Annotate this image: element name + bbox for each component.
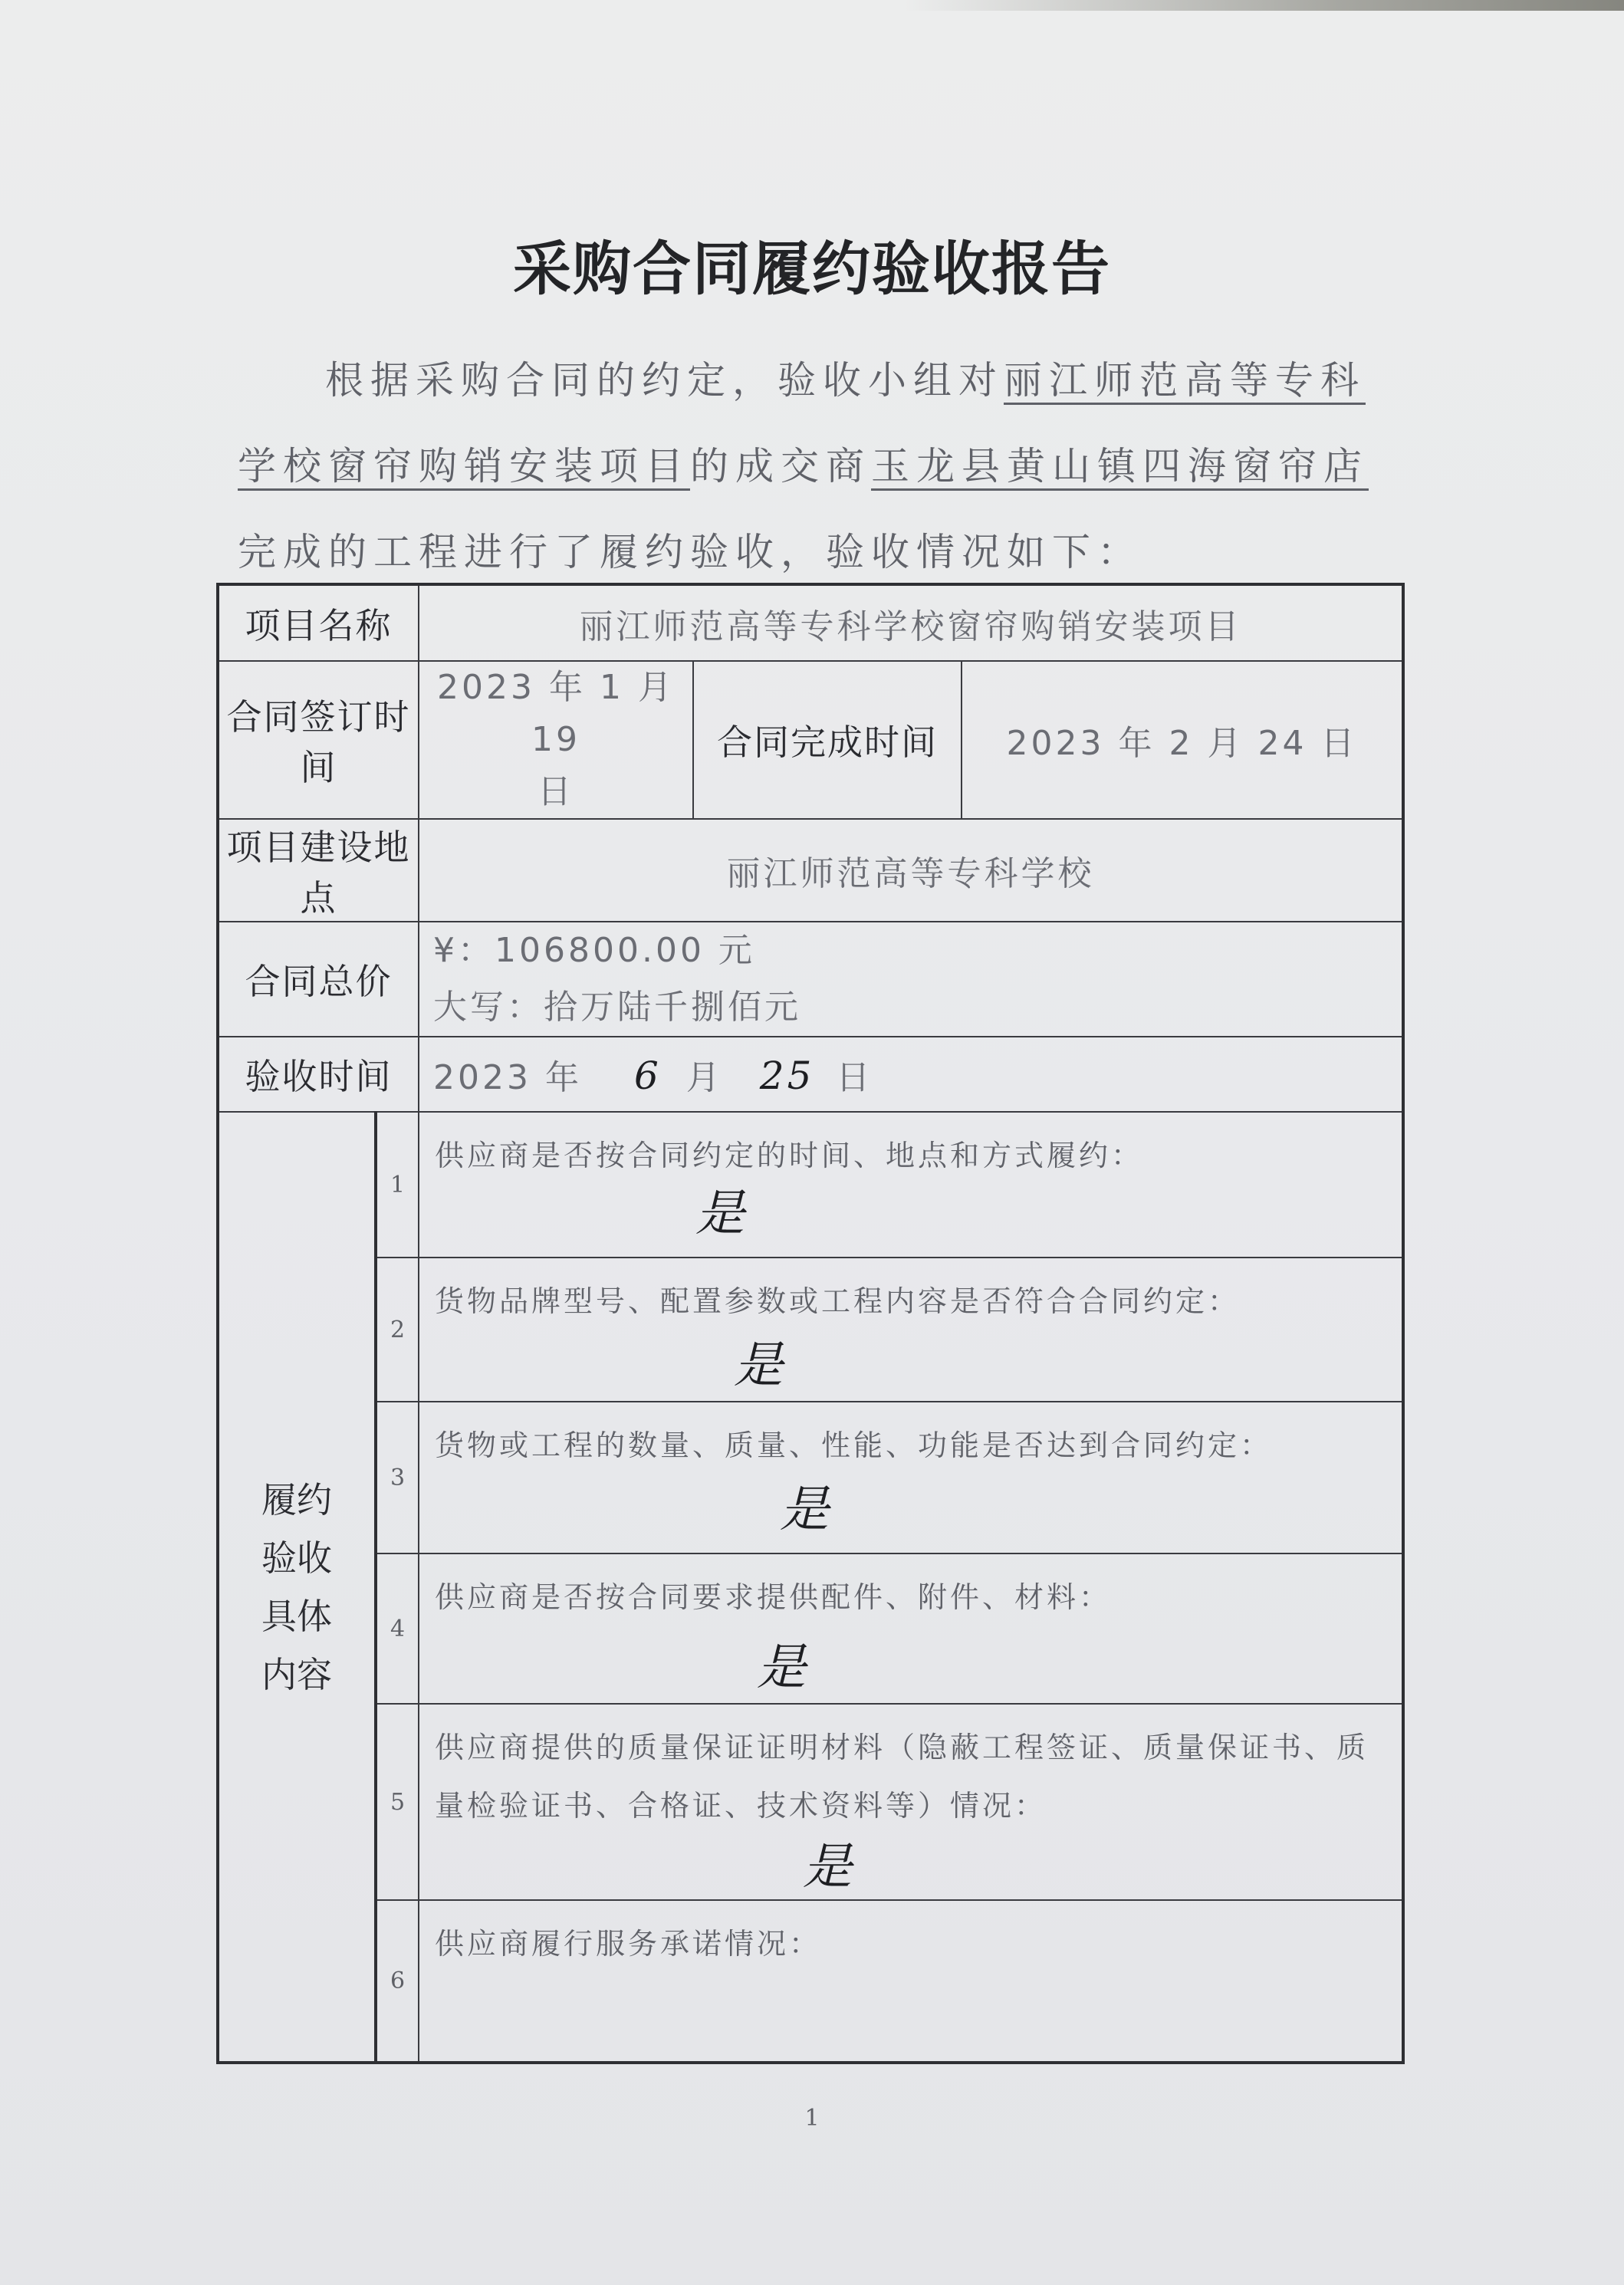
project-name-value: 丽江师范高等专科学校窗帘购销安装项目 — [419, 584, 1403, 661]
item-number: 3 — [376, 1402, 419, 1553]
sign-date-label: 合同签订时间 — [218, 661, 419, 819]
section-label-line: 履约 — [261, 1478, 332, 1521]
row-contract-dates — [218, 661, 1403, 819]
item-cell — [419, 1704, 1403, 1900]
intro-supplier-name: 玉龙县黄山镇四海窗帘店 — [871, 444, 1369, 488]
section-label — [218, 1112, 376, 2063]
item-row — [218, 1704, 1403, 1900]
site-value: 丽江师范高等专科学校 — [419, 819, 1403, 922]
price-value — [419, 922, 1403, 1037]
intro-paragraph — [238, 337, 1388, 595]
sign-date-line-2: 日 — [537, 772, 574, 811]
accept-month-handwritten: 6 — [633, 1054, 662, 1098]
row-price — [218, 922, 1403, 1037]
row-project-name — [218, 584, 1403, 661]
page-number: 1 — [804, 2105, 820, 2132]
scan-shadow — [905, 0, 1624, 11]
intro-project-name: 丽江师范高等专科学校窗帘购销安装项目 — [238, 358, 1366, 488]
project-name-label: 项目名称 — [218, 584, 419, 661]
item-answer-handwritten: 是 — [803, 1839, 852, 1895]
item-cell — [419, 1553, 1403, 1704]
finish-date-value: 2023 年 2 月 24 日 — [962, 661, 1403, 819]
row-accept-date — [218, 1037, 1403, 1112]
price-numeric: ¥：106800.00 元 — [433, 931, 755, 970]
accept-day-handwritten: 25 — [759, 1054, 815, 1098]
item-row — [218, 1112, 1403, 1258]
site-label: 项目建设地点 — [218, 819, 419, 922]
finish-date-label: 合同完成时间 — [693, 661, 962, 819]
item-answer-handwritten: 是 — [780, 1481, 829, 1538]
accept-month-unit: 月 — [685, 1058, 723, 1097]
item-number: 4 — [376, 1553, 419, 1704]
acceptance-table — [216, 583, 1405, 2064]
sign-date-value — [419, 661, 693, 819]
item-row — [218, 1900, 1403, 2063]
accept-date-label: 验收时间 — [218, 1037, 419, 1112]
item-cell — [419, 1112, 1403, 1258]
accept-day-unit: 日 — [836, 1058, 873, 1097]
accept-year: 2023 年 — [433, 1058, 582, 1097]
accept-date-value — [419, 1037, 1403, 1112]
item-question: 供应商是否按合同要求提供配件、附件、材料： — [435, 1580, 1112, 1614]
section-label-line: 内容 — [261, 1653, 332, 1695]
item-number: 6 — [376, 1900, 419, 2063]
item-question: 货物或工程的数量、质量、性能、功能是否达到合同约定： — [435, 1429, 1273, 1462]
item-answer-handwritten: 是 — [734, 1337, 783, 1394]
intro-text-3: 完成的工程进行了履约验收，验收情况如下： — [238, 530, 1142, 574]
section-label-line: 验收 — [261, 1537, 332, 1579]
item-answer-handwritten: 是 — [695, 1185, 745, 1242]
item-row — [218, 1402, 1403, 1553]
item-cell — [419, 1258, 1403, 1402]
item-question: 供应商是否按合同约定的时间、地点和方式履约： — [435, 1139, 1144, 1172]
item-question: 供应商提供的质量保证证明材料（隐蔽工程签证、质量保证书、质量检验证书、合格证、技术资料等）情况： — [435, 1731, 1369, 1823]
intro-text-1: 根据采购合同的约定，验收小组对 — [325, 358, 1004, 403]
item-question: 供应商履行服务承诺情况： — [435, 1927, 822, 1961]
price-label: 合同总价 — [218, 922, 419, 1037]
price-words: 大写：拾万陆千捌佰元 — [433, 988, 801, 1027]
item-row — [218, 1553, 1403, 1704]
section-label-line: 具体 — [261, 1595, 332, 1637]
item-number: 2 — [376, 1258, 419, 1402]
item-number: 1 — [376, 1112, 419, 1258]
item-cell — [419, 1402, 1403, 1553]
row-site — [218, 819, 1403, 922]
intro-text-2: 的成交商 — [690, 444, 871, 488]
sign-date-line-1: 2023 年 1 月 19 — [437, 668, 675, 759]
item-row — [218, 1258, 1403, 1402]
item-question: 货物品牌型号、配置参数或工程内容是否符合合同约定： — [435, 1284, 1241, 1318]
document-title: 采购合同履约验收报告 — [513, 235, 1111, 303]
item-number: 5 — [376, 1704, 419, 1900]
item-cell — [419, 1900, 1403, 2063]
item-answer-handwritten: 是 — [757, 1639, 806, 1696]
